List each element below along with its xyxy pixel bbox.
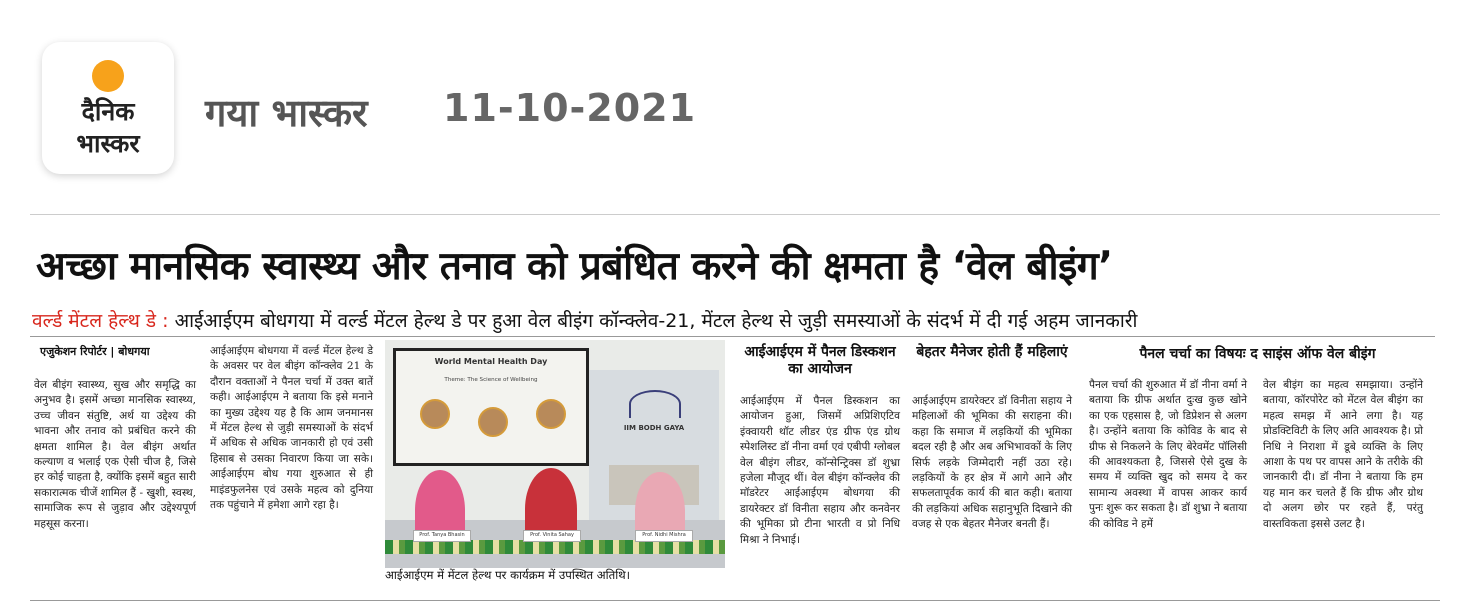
name-plate-3: Prof. Nidhi Mishra [635,530,693,542]
name-plate-1: Prof. Tanya Bhasin [413,530,471,542]
subheadline [32,307,1137,333]
column-3-heading: आईआईएम में पैनल डिस्कशन का आयोजन [744,344,896,377]
flower-decoration [385,540,725,554]
subhead-divider [30,336,1435,337]
speaker-photo-2 [478,407,508,437]
column-1: वेल बीइंग स्वास्थ्य, सुख और समृद्धि का अनुभव है। इसमें अच्छा मानसिक स्वास्थ्य, उच्च जीवन संतुष्टि, अर्थ या उद्देश्य की भावना और तनाव को प्रबंधित करने की क्षमता शामिल है। वेल बीइंग अर्थात कल्याण व भलाई एक ऐसी चीज है, जिसे हर कोई चाहता है, क्योंकि इसमें बहुत सारी सकारात्मक चीजें शामिल हैं - खुशी, स्वस्थ, सामाजिक रूप से जुड़ाव और उद्देश्यपूर्ण महसूस करना। [34,379,196,530]
presentation-screen [393,348,589,466]
screen-title: World Mental Health Day [434,357,548,366]
speaker-photo-1 [420,399,450,429]
event-photo [385,340,725,568]
name-plate-2: Prof. Vinita Sahay [523,530,581,542]
subhead-text: आईआईएम बोधगया में वर्ल्ड मेंटल हेल्थ डे पर हुआ वेल बीइंग कॉन्क्लेव-21, मेंटल हेल्थ से जुड़ी समस्याओं के संदर्भ में दी गई अहम जानकारी [174,310,1138,332]
logo-line1: दैनिक [81,97,135,126]
byline: एजुकेशन रिपोर्टर | बोधगया [40,345,150,358]
speaker-photo-3 [536,399,566,429]
sun-icon [92,60,124,92]
column-5-6-heading: पैनल चर्चा का विषयः द साइंस ऑफ वेल बीइंग [1139,346,1376,362]
edition-date: 11-10-2021 [443,86,697,130]
column-2: आईआईएम बोधगया में वर्ल्ड मेंटल हेल्थ डे के अवसर पर वेल बीइंग कॉन्क्लेव 21 के दौरान वक्ताओं ने पैनल चर्चा में उक्त बातें कही। आईआईएम ने बताया कि इसे मनाने का मुख्य उद्देश्य यह है कि आम जनमानस में मेंटल हेल्थ से जुड़ी समस्याओं के संदर्भ में अधिक से अधिक जानकारी हो एवं उसी हिसाब से उसका निवारण किया जा सके। आईआईएम बोध गया शुरुआत से ही माइंडफुलनेस एवं उसके महत्व को दुनिया तक पहुंचाने में हमेशा आगे रहा है। [210,345,373,512]
photo-caption: आईआईएम में मेंटल हेल्थ पर कार्यक्रम में उपस्थित अतिथि। [385,568,725,583]
banner-text: IIM BODH GAYA [623,424,685,432]
edition-name: गया भास्कर [205,91,368,135]
dainik-bhaskar-logo [42,42,174,174]
column-4-heading: बेहतर मैनेजर होती हैं महिलाएं [916,344,1068,360]
headline: अच्छा मानसिक स्वास्थ्य और तनाव को प्रबंधित करने की क्षमता है ‘वेल बीइंग’ [36,244,1113,289]
column-6: वेल बीइंग का महत्व समझाया। उन्होंने बताया, कॉरपोरेट को मेंटल वेल बीइंग का महत्व समझ में आने लगा है। यह प्रोडक्टिविटी के लिए अति आवश्यक है। प्रो निधि ने निराशा में डूबे व्यक्ति के लिए आशा के पथ पर वापस आने के तरीके की जानकारी दी। डॉ नीना ने बताया कि हम यह मान कर चलते हैं कि ग्रीफ और ग्रोथ दो अलग छोर पर रहते हैं, परंतु वास्तविकता इससे उलट है। [1263,379,1423,530]
top-divider [30,214,1440,215]
screen-subtitle: Theme: The Science of Wellbeing [444,377,538,383]
column-3: आईआईएम में पैनल डिस्कशन का आयोजन हुआ, जिसमें अप्रिशिएटिव इंक्वायरी थॉट लीडर एंड ग्रीफ एंड ग्रोथ स्पेशलिस्ट डॉ नीना वर्मा एवं एबीपी ग्लोबल वेल बीइंग लीडर, कॉन्सेन्ट्रिक्स डॉ शुभ्रा हजेला मौजूद थीं। वेल बीइंग कॉन्क्लेव की मॉडरेटर आईआईएम बोधगया की डायरेक्टर डॉ विनीता सहाय और कनवेनर की भूमिका प्रो टीना भारती व प्रो निधि मिश्रा ने निभाई। [740,395,900,546]
iim-logo-icon [629,390,681,418]
logo-line2: भास्कर [76,129,140,158]
subhead-tag: वर्ल्ड मेंटल हेल्थ डे : [32,310,169,332]
column-4: आईआईएम डायरेक्टर डॉ विनीता सहाय ने महिलाओं की भूमिका की सराहना की। कहा कि समाज में लड़कियों की भूमिका बदल रही है और अब अभिभावकों के लिए सिर्फ लड़के जिम्मेदारी नहीं उठा रहे। लड़कियों के हर क्षेत्र में आगे आने और सफलतापूर्वक कार्य की बात कही। बताया की लड़कियां अधिक सहानुभूति दिखाने की वजह से एक बेहतर मैनेजर बनती हैं। [912,395,1072,531]
column-5: पैनल चर्चा की शुरुआत में डॉ नीना वर्मा ने बताया कि ग्रीफ अर्थात दुःख कुछ खोने का एक एहसास है, जो डिप्रेशन से अलग है। उन्होंने बताया कि कोविड के बाद से ग्रीफ से निकलने के लिए बेरेवमेंट पॉलिसी की आवश्यकता है, जिससे ऐसे दुख के समय में व्यक्ति खुद को समय दे कर सामान्य अवस्था में वापस आकर कार्य पुनः शुरू कर सकता है। डॉ शुभ्रा ने बताया की कोविड ने हमें [1089,379,1248,530]
bottom-divider [30,600,1440,601]
